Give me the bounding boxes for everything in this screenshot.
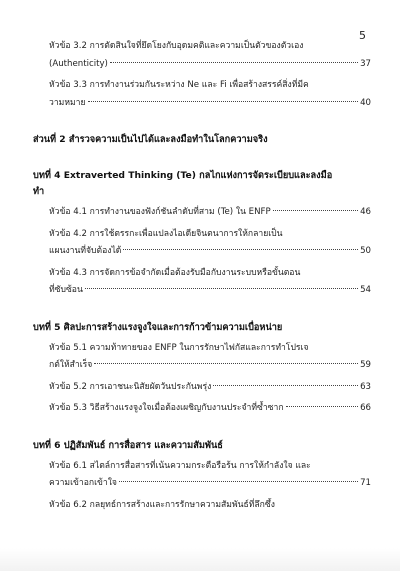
toc-entry-4-3[interactable] bbox=[49, 265, 371, 300]
toc-entry-title: หัวข้อ 5.1 ความท้าทายของ ENFP ในการรักษาไฟกัสและการทำโปรเจ bbox=[49, 342, 309, 353]
toc-entry-title: หัวข้อ 3.3 การทำงานร่วมกันระหว่าง Ne และ Fi เพื่อสร้างสรรค์สิ่งที่มีค bbox=[49, 80, 309, 90]
toc-entry-4-1[interactable] bbox=[49, 204, 371, 222]
toc-entry-page: 50 bbox=[360, 246, 371, 256]
dot-leader bbox=[123, 249, 358, 250]
toc-entry-5-1[interactable] bbox=[49, 340, 371, 375]
toc-entry-title: หัวข้อ 6.1 สไตล์การสื่อสารที่เน้นความกระตือรือร้น การให้กำลังใจ และ bbox=[49, 460, 311, 471]
toc-entry-page: 40 bbox=[360, 97, 371, 108]
toc-entry-title-cont: (Authenticity) bbox=[49, 58, 108, 69]
toc-entry-page: 66 bbox=[360, 403, 371, 413]
chapter-4-heading[interactable] bbox=[33, 168, 371, 200]
toc-entry-page: 59 bbox=[360, 360, 371, 370]
dot-leader bbox=[273, 210, 358, 211]
toc-entry-6-1[interactable] bbox=[49, 458, 371, 493]
toc-entry-title-cont: กต์ให้สำเร็จ bbox=[49, 360, 93, 370]
toc-entry-title-cont: ที่ซับซ้อน bbox=[49, 285, 83, 295]
table-of-contents bbox=[33, 38, 371, 514]
toc-entry-6-2[interactable] bbox=[49, 497, 371, 515]
toc-entry-page: 71 bbox=[360, 478, 371, 488]
toc-entry-title-cont: วามหมาย bbox=[49, 97, 86, 108]
toc-entry-4-2[interactable] bbox=[49, 226, 371, 261]
dot-leader bbox=[286, 406, 359, 407]
toc-entry-title: หัวข้อ 3.2 การตัดสินใจที่ยึดโยงกับอุดมคติและความเป็นตัวของตัวเอง bbox=[49, 41, 304, 51]
part-2-heading[interactable]: ส่วนที่ 2 สำรวจความเป็นไปได้และลงมือทำในโลกความจริง bbox=[33, 134, 268, 145]
dot-leader bbox=[213, 385, 358, 386]
chapter-6-heading[interactable]: บทที่ 6 ปฏิสัมพันธ์ การสื่อสาร และความสัมพันธ์ bbox=[33, 439, 223, 451]
dot-leader bbox=[119, 481, 358, 482]
toc-entry-page: 37 bbox=[360, 58, 371, 69]
toc-entry-3-2[interactable] bbox=[49, 38, 371, 73]
toc-entry-title: หัวข้อ 4.1 การทำงานของฟังก์ชันลำดับที่สาม (Te) ใน ENFP bbox=[49, 207, 271, 217]
toc-entry-title: หัวข้อ 5.2 การเอาชนะนิสัยผัดวันประกันพรุ่ง bbox=[49, 381, 212, 392]
toc-entry-title-cont: ความเข้าอกเข้าใจ bbox=[49, 478, 117, 488]
toc-entry-3-3[interactable] bbox=[49, 77, 371, 112]
dot-leader bbox=[88, 101, 359, 102]
chapter-5-heading[interactable]: บทที่ 5 ศิลปะการสร้างแรงจูงใจและการก้าวข้ามความเบื่อหน่าย bbox=[33, 321, 283, 333]
toc-entry-page: 63 bbox=[360, 381, 371, 392]
toc-entry-page: 46 bbox=[360, 207, 371, 217]
toc-entry-title: หัวข้อ 5.3 วิธีสร้างแรงจูงใจเมื่อต้องเผชิญกับงานประจำที่ซ้ำซาก bbox=[49, 403, 284, 413]
chapter-4-heading-line1: บทที่ 4 Extraverted Thinking (Te) กลไกแห่งการจัดระเบียบและลงมือ bbox=[33, 170, 333, 181]
toc-entry-page: 54 bbox=[360, 285, 371, 295]
toc-entry-5-3[interactable] bbox=[49, 400, 371, 418]
chapter-4-heading-line2: ทำ bbox=[33, 186, 45, 197]
dot-leader bbox=[85, 288, 358, 289]
toc-entry-title-cont: แผนงานที่จับต้องได้ bbox=[49, 246, 122, 256]
page-number: 5 bbox=[359, 29, 366, 42]
toc-entry-title: หัวข้อ 6.2 กลยุทธ์การสร้างและการรักษาความสัมพันธ์ที่ลึกซึ้ง bbox=[49, 499, 275, 510]
dot-leader bbox=[110, 62, 358, 63]
toc-entry-title: หัวข้อ 4.3 การจัดการข้อจำกัดเมื่อต้องรับมือกับงานระบบหรือขั้นตอน bbox=[49, 267, 301, 278]
toc-entry-5-2[interactable] bbox=[49, 379, 371, 397]
toc-entry-title: หัวข้อ 4.2 การใช้ตรรกะเพื่อแปลงไอเดียจินตนาการให้กลายเป็น bbox=[49, 228, 283, 239]
dot-leader bbox=[94, 363, 358, 364]
